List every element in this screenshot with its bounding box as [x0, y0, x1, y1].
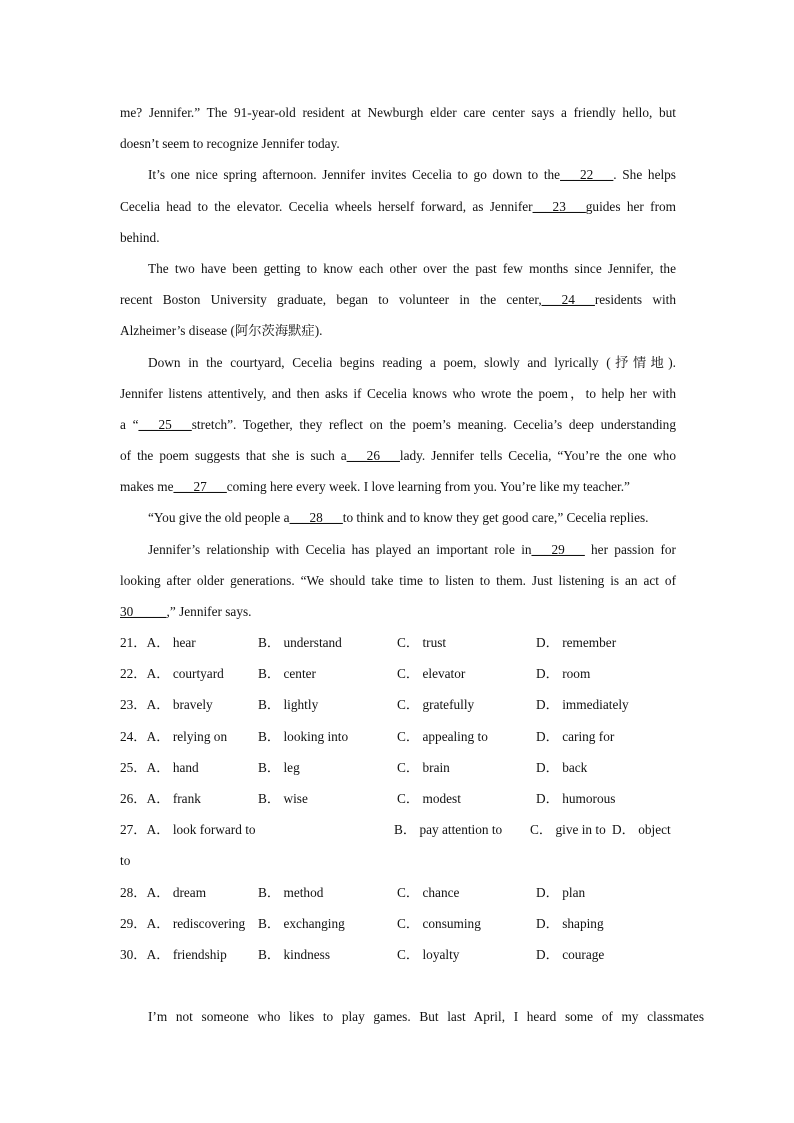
passage-line: [120, 159, 676, 190]
option-b: B． understand: [258, 635, 342, 650]
question-27-option-b: B． pay attention to: [394, 822, 503, 838]
passage-line: [120, 97, 676, 128]
passage-line: [120, 347, 676, 378]
passage-line: [120, 222, 676, 253]
option-d: D． caring for: [536, 728, 615, 744]
question-27-option-c: C． give in to: [530, 822, 606, 838]
option-c: C． chance: [397, 884, 460, 900]
option-b: B． center: [258, 666, 316, 682]
question-27-wrap: to: [120, 853, 131, 869]
passage-text: me? Jennifer.” The 91-year-old resident at Newburgh elder care center says a friendly hello, but: [120, 105, 676, 120]
passage-text: makes me: [120, 479, 174, 495]
option-a: 23．A． bravely: [120, 697, 213, 713]
passage-line: [120, 315, 676, 346]
answer-blank: ___27___: [173, 479, 227, 495]
question-row: [120, 908, 680, 939]
option-d: D． shaping: [536, 915, 604, 931]
passage-text: Alzheimer’s disease (阿尔茨海默症).: [120, 323, 323, 339]
passage-line: [120, 502, 676, 533]
passage-text: It’s one nice spring afternoon. Jennifer invites Cecelia to go down to the: [148, 167, 561, 183]
passage-text: Jennifer listens attentively, and then asks if Cecelia knows who wrote the poem，to help her with: [120, 385, 676, 401]
answer-blank: ___25___: [138, 416, 192, 432]
option-c: C． trust: [397, 635, 447, 650]
option-a: 28．A． dream: [120, 884, 207, 900]
passage-text: “You give the old people a: [148, 510, 290, 526]
options-list: [120, 627, 680, 970]
passage-line: [120, 253, 676, 284]
answer-blank: ___26___: [346, 448, 400, 464]
question-row: [120, 627, 680, 658]
option-b: B． kindness: [258, 946, 331, 962]
passage-line: [120, 440, 676, 471]
question-27-option-a: 27．A． look forward to: [120, 822, 256, 838]
option-c: C． modest: [397, 790, 461, 806]
answer-blank: ___22___: [560, 167, 614, 183]
option-c: C． gratefully: [397, 697, 475, 713]
option-d: D． remember: [536, 635, 617, 650]
question-row: [120, 721, 680, 752]
answer-blank: ___23___: [532, 198, 586, 214]
question-27-row: [120, 814, 676, 845]
question-row: [120, 877, 680, 908]
passage-text: behind.: [120, 229, 160, 245]
option-d: D． immediately: [536, 697, 629, 713]
passage-text: lady. Jennifer tells Cecelia, “You’re the one who: [399, 448, 676, 464]
question-27-option-d: D． object: [612, 822, 671, 838]
option-c: C． elevator: [397, 666, 466, 682]
option-a: 26．A． frank: [120, 790, 201, 806]
passage-text: Cecelia head to the elevator. Cecelia wheels herself forward, as Jennifer: [120, 198, 533, 214]
option-b: B． looking into: [258, 728, 349, 744]
question-row: [120, 658, 680, 689]
passage-text: recent Boston University graduate, began to volunteer in the center,: [120, 292, 542, 308]
passage-line: [120, 471, 676, 502]
passage-text: looking after older generations. “We should take time to listen to them. Just listening is an act of: [120, 572, 676, 588]
option-b: B． lightly: [258, 697, 319, 713]
passage-text: The two have been getting to know each other over the past few months since Jennifer, the: [148, 260, 676, 276]
option-a: 30．A． friendship: [120, 946, 227, 962]
option-c: C． brain: [397, 759, 450, 775]
passage-line: [120, 565, 676, 596]
passage-text: her passion for: [584, 541, 676, 557]
option-c: C． appealing to: [397, 728, 488, 744]
next-passage-line: I’m not someone who likes to play games. But last April, I heard some of my classmates: [148, 1009, 704, 1024]
option-d: D． room: [536, 666, 591, 682]
passage-text: to think and to know they get good care,” Cecelia replies.: [342, 510, 649, 526]
option-a: 24．A． relying on: [120, 728, 228, 744]
option-a: 22．A． courtyard: [120, 666, 224, 682]
passage-text: of the poem suggests that she is such a: [120, 448, 347, 464]
passage-text: a “: [120, 416, 139, 432]
answer-blank: ___24___: [541, 292, 595, 308]
passage-text: coming here every week. I love learning from you. You’re like my teacher.”: [226, 479, 630, 495]
passage-line: [120, 284, 676, 315]
question-row: [120, 689, 680, 720]
passage-text: ,” Jennifer says.: [166, 604, 252, 619]
passage-line: [120, 409, 676, 440]
option-b: B． leg: [258, 759, 300, 775]
option-b: B． wise: [258, 790, 308, 806]
option-a: 21．A． hear: [120, 635, 196, 650]
option-d: D． courage: [536, 946, 605, 962]
answer-blank: ___29___: [531, 541, 585, 557]
question-row: [120, 783, 680, 814]
option-d: D． back: [536, 759, 588, 775]
option-d: D． humorous: [536, 790, 616, 806]
question-row: [120, 752, 680, 783]
passage-text: . She helps: [613, 167, 676, 183]
option-a: 25．A． hand: [120, 759, 199, 775]
answer-blank: ___28___: [289, 510, 343, 526]
answer-blank: 30_____: [120, 604, 167, 619]
passage-text: Jennifer’s relationship with Cecelia has played an important role in: [148, 541, 532, 557]
passage-line: [120, 191, 676, 222]
passage-text: Down in the courtyard, Cecelia begins reading a poem, slowly and lyrically (抒情地).: [148, 354, 676, 370]
cloze-passage: [120, 97, 676, 627]
passage-text: guides her from: [585, 198, 676, 214]
passage-line: [120, 128, 676, 159]
question-row: [120, 939, 680, 970]
passage-text: doesn’t seem to recognize Jennifer today.: [120, 136, 340, 152]
option-d: D． plan: [536, 884, 586, 900]
option-c: C． loyalty: [397, 946, 460, 962]
passage-line: [120, 596, 676, 627]
passage-line: [120, 534, 676, 565]
passage-text: stretch”. Together, they reflect on the poem’s meaning. Cecelia’s deep understanding: [191, 416, 676, 432]
option-c: C． consuming: [397, 915, 481, 931]
option-b: B． method: [258, 884, 324, 900]
option-b: B． exchanging: [258, 915, 345, 931]
passage-text: residents with: [594, 292, 676, 308]
passage-line: [120, 378, 676, 409]
option-a: 29．A． rediscovering: [120, 915, 246, 931]
